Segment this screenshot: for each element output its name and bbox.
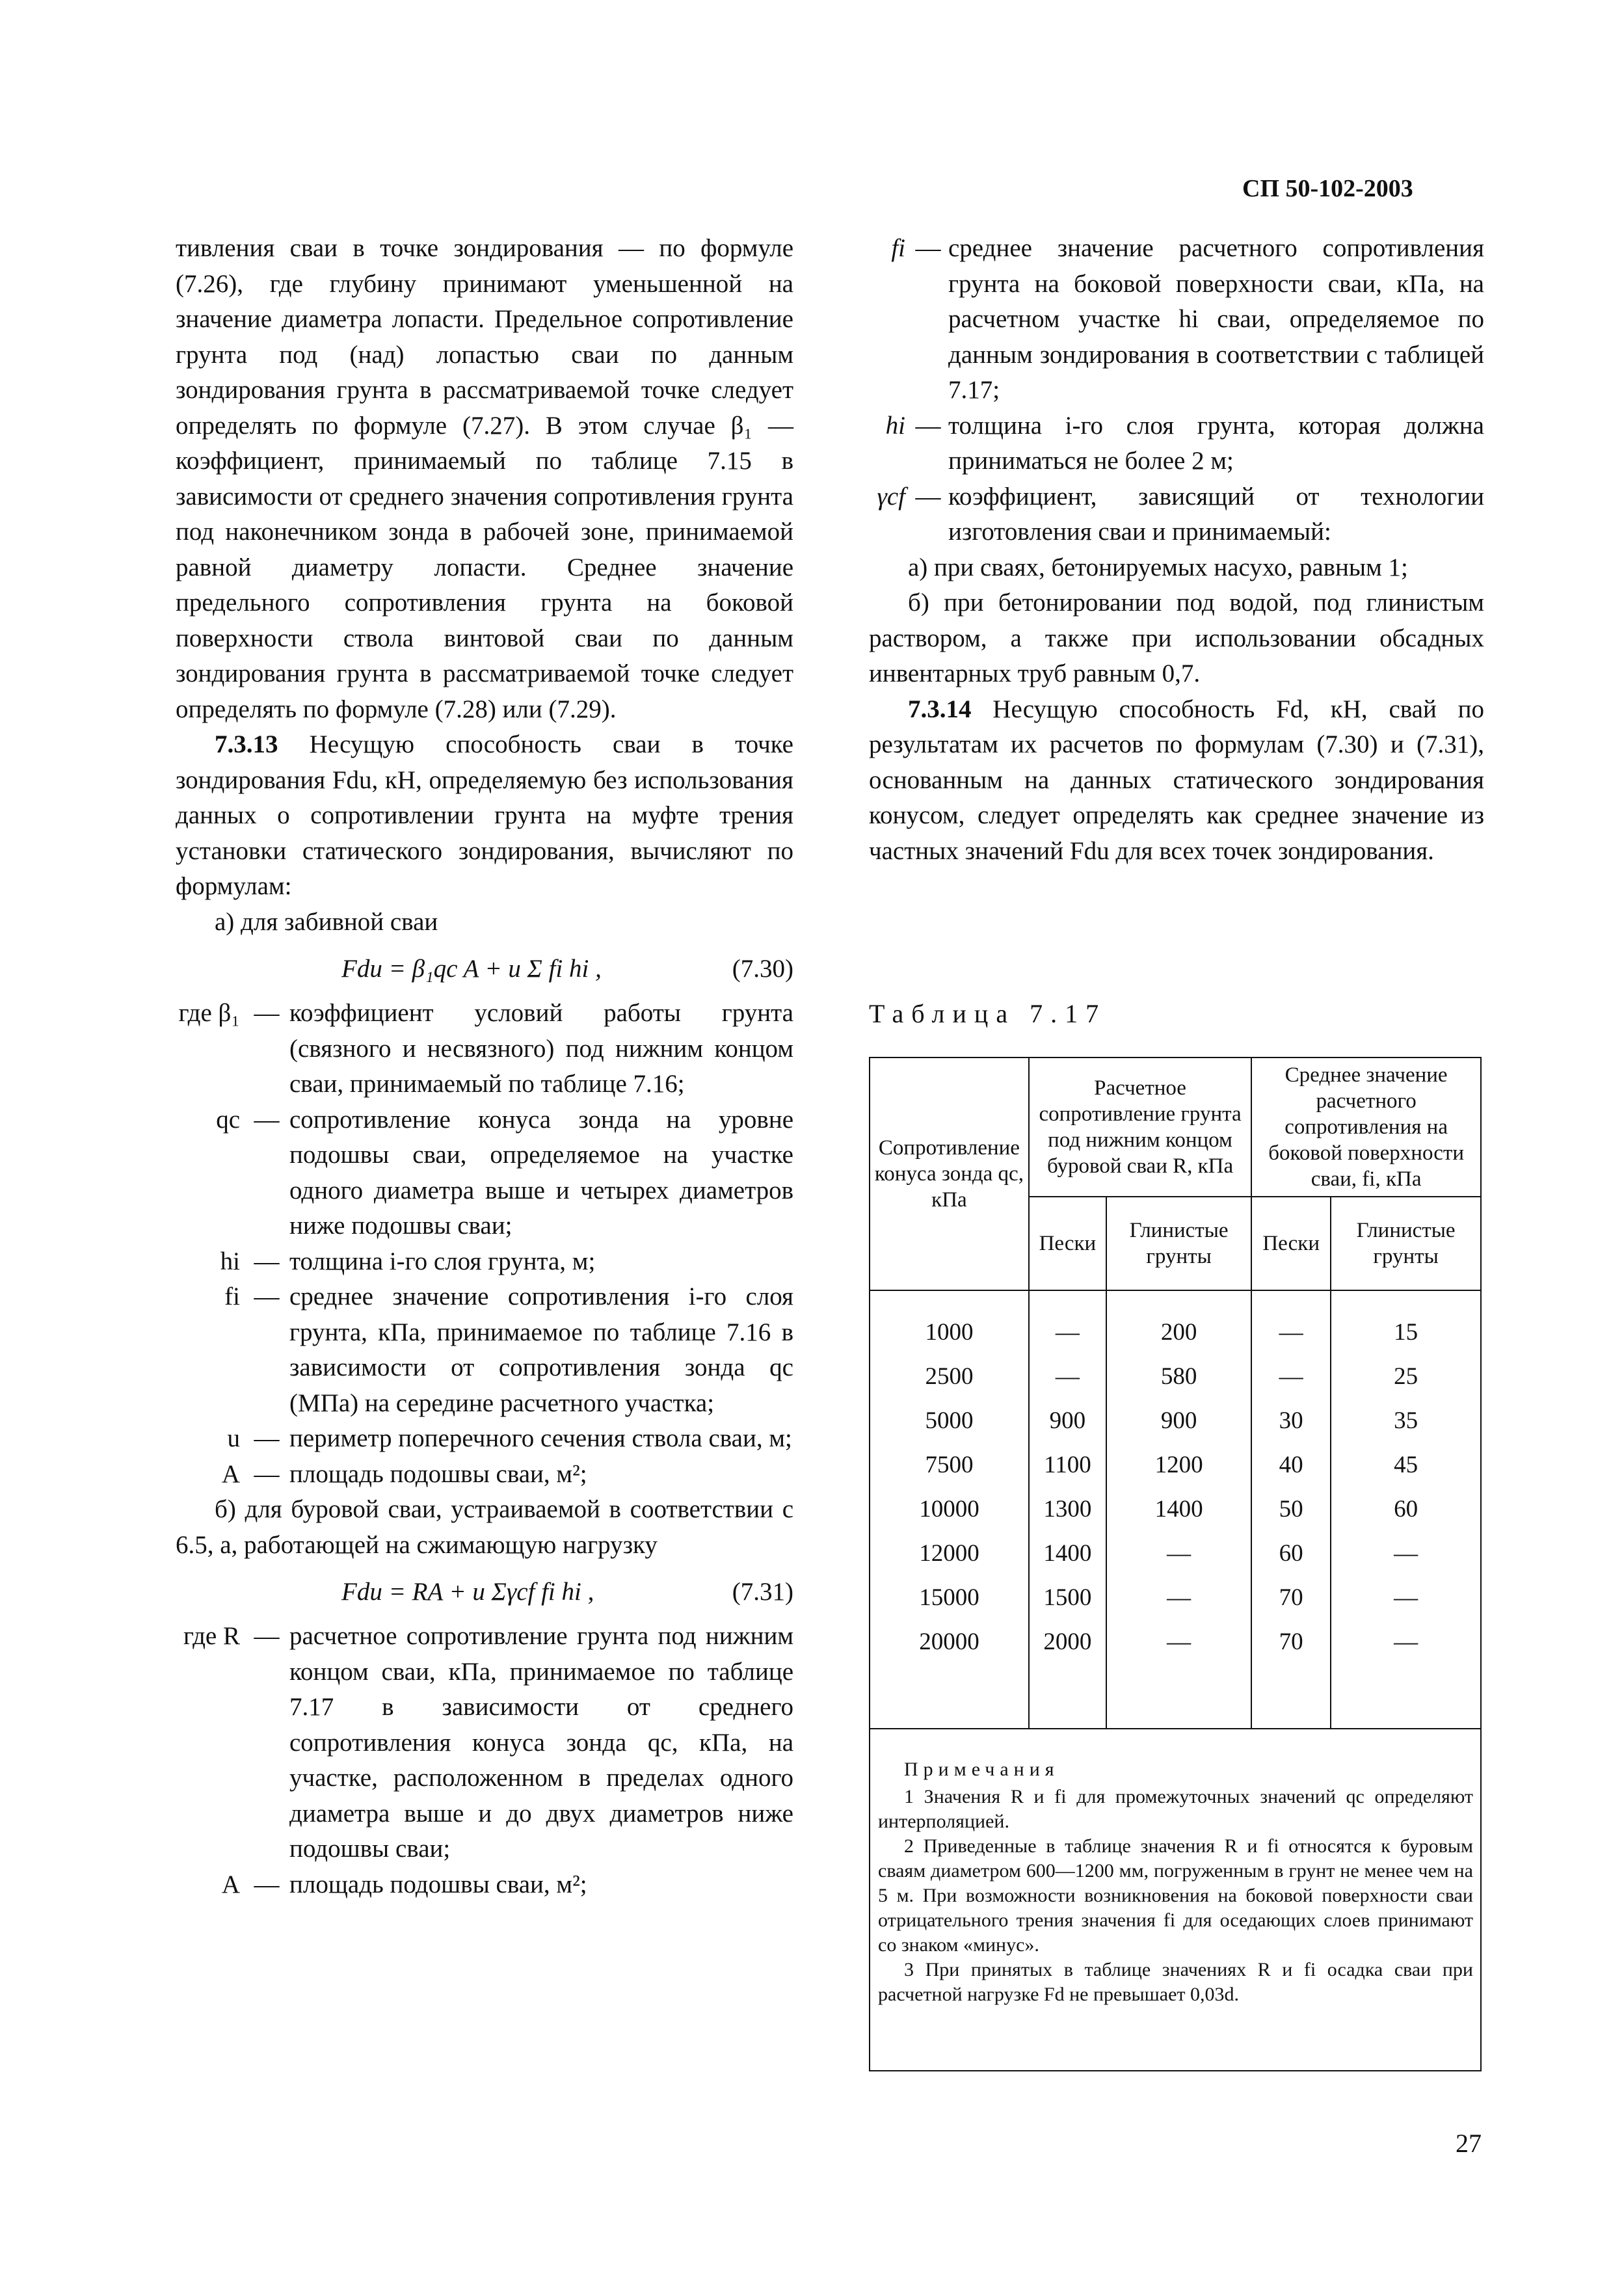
table-cell: 580 — [1106, 1355, 1251, 1399]
definition-item — [869, 231, 1484, 408]
table-cell: 1400 — [1106, 1487, 1251, 1532]
definition-text: толщина i-го слоя грунта, м; — [289, 1247, 596, 1275]
table-cell: — — [1394, 1584, 1418, 1611]
definition-dash: — — [254, 999, 280, 1027]
definition-item — [176, 1421, 793, 1457]
paragraph-continuation: тивления сваи в точке зондирования — по формуле (7.26), где глубину принимают уменьшенной на значение диаметра лопасти. Предельное сопротивление грунта под (над) лопастью сваи по данным зондирования грунта в рассматриваемой точке следует определять по формуле (7.27). В этом случае β₁ — коэффициент, принимаемый по таблице 7.15 в зависимости от среднего значения сопротивления грунта под наконечником зонда в рабочей зоне, принимаемой равной диаметру лопасти. Среднее значение предельного сопротивления грунта на боковой поверхности ствола винтовой сваи по данным зондирования грунта в рассматриваемой точке следует определять по формуле (7.28) или (7.29). — [176, 234, 793, 723]
table-cell-empty — [1106, 1664, 1251, 1729]
definition-symbol: γcf — [877, 482, 905, 511]
table-cell: — — [1029, 1290, 1106, 1355]
table-cell: 1200 — [1106, 1443, 1251, 1487]
definition-dash: — — [254, 1459, 280, 1488]
table-cell: 40 — [1251, 1443, 1331, 1487]
table-cell: — — [1251, 1290, 1331, 1355]
definition-text: периметр поперечного сечения ствола сваи, м; — [289, 1424, 792, 1452]
definition-item — [176, 1457, 793, 1493]
definitions-list — [869, 231, 1484, 550]
table-cell-empty — [1331, 1664, 1480, 1729]
table-cell: 15 — [1394, 1319, 1418, 1346]
left-column — [176, 231, 793, 1902]
definition-symbol: где β₁ — [178, 999, 240, 1027]
column-group-header-fi: Среднее значение расчетного сопротивления на боковой поверхности сваи, fi, кПа — [1251, 1058, 1480, 1197]
definition-text: сопротивление конуса зонда на уровне подошвы сваи, определяемое на участке одного диаметра выше и четырех диаметров ниже подошвы сваи; — [289, 1105, 793, 1240]
definition-symbol: fi — [891, 234, 905, 262]
definition-dash: — — [915, 234, 941, 262]
formula-7-31 — [176, 1575, 793, 1610]
definitions-list — [176, 1619, 793, 1902]
subheader-sand: Пески — [1251, 1197, 1331, 1290]
definition-symbol: hi — [885, 411, 905, 440]
table-bottom-spacer — [870, 1664, 1480, 1729]
table-cell: — — [1251, 1355, 1331, 1399]
definition-dash: — — [254, 1870, 280, 1898]
section-text: Несущую способность Fd, кН, свай по результатам их расчетов по формулам (7.30) и (7.31), основанным на данных статического зондирования конусом, следует определять как среднее значение из частных значений Fdu для всех точек зондирования. — [869, 695, 1485, 865]
subheader-sand: Пески — [1029, 1197, 1106, 1290]
definition-item — [869, 408, 1484, 479]
table-cell: 70 — [1251, 1620, 1331, 1664]
table-cell: 1100 — [1029, 1443, 1106, 1487]
table-cell: 7500 — [870, 1443, 1029, 1487]
table-body — [870, 1290, 1480, 1729]
table-cell: 900 — [1106, 1399, 1251, 1443]
table-cell: — — [1394, 1540, 1418, 1567]
column-group-header-R: Расчетное сопротивление грунта под нижним концом буровой сваи R, кПа — [1029, 1058, 1251, 1197]
definition-symbol: qc — [216, 1105, 240, 1134]
definition-text: площадь подошвы сваи, м²; — [289, 1870, 587, 1898]
table-row — [870, 1399, 1480, 1443]
table-row — [870, 1532, 1480, 1576]
table-cell: 15000 — [870, 1576, 1029, 1620]
table-cell: 1400 — [1029, 1532, 1106, 1576]
definition-text: среднее значение расчетного сопротивления грунта на боковой поверхности сваи, кПа, на расчетном участке hi сваи, определяемое по данным зондирования в соответствии с таблицей 7.17; — [948, 234, 1484, 404]
definition-dash: — — [915, 411, 941, 440]
table-cell: 70 — [1251, 1576, 1331, 1620]
table-cell: 1000 — [870, 1290, 1029, 1355]
item-b: б) для буровой сваи, устраиваемой в соответствии с 6.5, а, работающей на сжимающую нагрузку — [176, 1495, 793, 1559]
subheader-clay: Глинистые грунты — [1331, 1197, 1480, 1290]
definitions-list — [176, 996, 793, 1492]
item-a: а) для забивной сваи — [215, 907, 438, 936]
definition-text: площадь подошвы сваи, м²; — [289, 1459, 587, 1488]
definition-dash: — — [254, 1105, 280, 1134]
definition-item — [176, 1867, 793, 1903]
document-code: СП 50-102-2003 — [1242, 175, 1413, 202]
definition-text: коэффициент условий работы грунта (связного и несвязного) под нижним концом сваи, принимаемый по таблице 7.16; — [289, 999, 793, 1098]
table-cell: 10000 — [870, 1487, 1029, 1532]
table-cell: 45 — [1394, 1452, 1418, 1478]
table-cell: 30 — [1251, 1399, 1331, 1443]
table-cell: — — [1106, 1620, 1251, 1664]
definition-text: коэффициент, зависящий от технологии изготовления сваи и принимаемый: — [948, 482, 1484, 546]
table-cell: 35 — [1394, 1407, 1418, 1434]
definition-dash: — — [254, 1283, 280, 1310]
section-number: 7.3.13 — [215, 730, 278, 758]
table-row — [870, 1443, 1480, 1487]
definition-symbol: где R — [183, 1622, 240, 1650]
table-cell: 5000 — [870, 1399, 1029, 1443]
item-a: а) при сваях, бетонируемых насухо, равным 1; — [908, 553, 1408, 581]
notes-title: Примечания — [904, 1759, 1059, 1780]
definition-item — [176, 996, 793, 1102]
formula-expression: Fdu = β₁qc A + u Σ fi hi , — [341, 955, 602, 983]
definition-symbol: A — [221, 1459, 240, 1488]
table-cell: 50 — [1251, 1487, 1331, 1532]
note-item: 3 При принятых в таблице значениях R и fi осадка сваи при расчетной нагрузке Fd не превышает 0,03d. — [878, 1959, 1473, 2005]
formula-number: (7.31) — [732, 1578, 793, 1606]
section-7-3-13 — [176, 727, 793, 905]
definition-item — [176, 1619, 793, 1867]
table-cell: 1500 — [1029, 1576, 1106, 1620]
definition-dash: — — [254, 1622, 280, 1650]
table-cell-empty — [1251, 1664, 1331, 1729]
section-number: 7.3.14 — [908, 695, 972, 723]
formula-7-30 — [176, 951, 793, 987]
definition-dash: — — [254, 1247, 280, 1275]
definition-dash: — — [254, 1424, 280, 1452]
note-item: 2 Приведенные в таблице значения R и fi относятся к буровым сваям диаметром 600—1200 мм, погруженным в грунт не менее чем на 5 м. При возможности возникновения на боковой поверхности сваи отрицательного трения значения fi для оседающих слоев принимают со знаком «минус». — [878, 1835, 1473, 1956]
definition-text: толщина i-го слоя грунта, которая должна приниматься не более 2 м; — [948, 411, 1484, 475]
table-cell: 12000 — [870, 1532, 1029, 1576]
table-row — [870, 1620, 1480, 1664]
table-cell: — — [1029, 1355, 1106, 1399]
subheader-clay: Глинистые грунты — [1106, 1197, 1251, 1290]
table-cell: — — [1106, 1576, 1251, 1620]
definition-item — [869, 479, 1484, 550]
table-cell: 1300 — [1029, 1487, 1106, 1532]
data-table — [870, 1058, 1480, 1729]
table-row — [870, 1576, 1480, 1620]
table-caption: Таблица 7.17 — [869, 999, 1107, 1028]
table-row — [870, 1290, 1480, 1355]
table-cell: 900 — [1029, 1399, 1106, 1443]
definition-symbol: A — [221, 1870, 240, 1898]
definition-item — [176, 1279, 793, 1421]
table-cell: 60 — [1394, 1496, 1418, 1523]
definition-text: среднее значение сопротивления i-го слоя грунта, кПа, принимаемое по таблице 7.16 в зависимости от сопротивления зонда qc (МПа) на середине расчетного участка; — [289, 1283, 793, 1417]
table-row — [870, 1355, 1480, 1399]
table-row — [870, 1487, 1480, 1532]
table-cell: 20000 — [870, 1620, 1029, 1664]
table-cell: — — [1394, 1629, 1418, 1655]
note-item: 1 Значения R и fi для промежуточных значений qc определяют интерполяцией. — [878, 1786, 1473, 1832]
table-cell: 2500 — [870, 1355, 1029, 1399]
definition-text: расчетное сопротивление грунта под нижним концом сваи, кПа, принимаемое по таблице 7.17 в зависимости от среднего сопротивления конуса зонда qc, кПа, на участке, расположенном в пределах одного диаметра выше и до двух диаметров ниже подошвы сваи; — [289, 1622, 793, 1863]
right-column — [869, 231, 1484, 869]
formula-number: (7.30) — [732, 955, 793, 983]
definition-symbol: fi — [224, 1283, 240, 1310]
item-b: б) при бетонировании под водой, под глинистым раствором, а также при использовании обсадных инвентарных труб равным 0,7. — [869, 589, 1484, 687]
table-cell: 60 — [1251, 1532, 1331, 1576]
definition-symbol: hi — [220, 1247, 240, 1275]
formula-expression: Fdu = RA + u Σγcf fi hi , — [341, 1578, 594, 1606]
table-notes — [878, 1757, 1473, 2007]
section-7-3-14 — [869, 692, 1484, 870]
table-cell: 2000 — [1029, 1620, 1106, 1664]
column-header-cone-resistance: Сопротивление конуса зонда qc, кПа — [870, 1058, 1029, 1290]
table-cell: 25 — [1394, 1363, 1418, 1390]
definition-item — [176, 1102, 793, 1244]
table-cell: — — [1106, 1532, 1251, 1576]
table-cell-empty — [870, 1664, 1029, 1729]
table-cell: 200 — [1106, 1290, 1251, 1355]
page-number: 27 — [1456, 2129, 1482, 2158]
section-text: Несущую способность сваи в точке зондирования Fdu, кН, определяемую без использования данных о сопротивлении грунта на муфте трения установки статического зондирования, вычисляют по формулам: — [176, 730, 793, 900]
definition-item — [176, 1244, 793, 1280]
table-cell-empty — [1029, 1664, 1106, 1729]
definition-symbol: u — [227, 1424, 240, 1452]
definition-dash: — — [915, 482, 941, 511]
table-7-17 — [869, 1057, 1482, 2071]
